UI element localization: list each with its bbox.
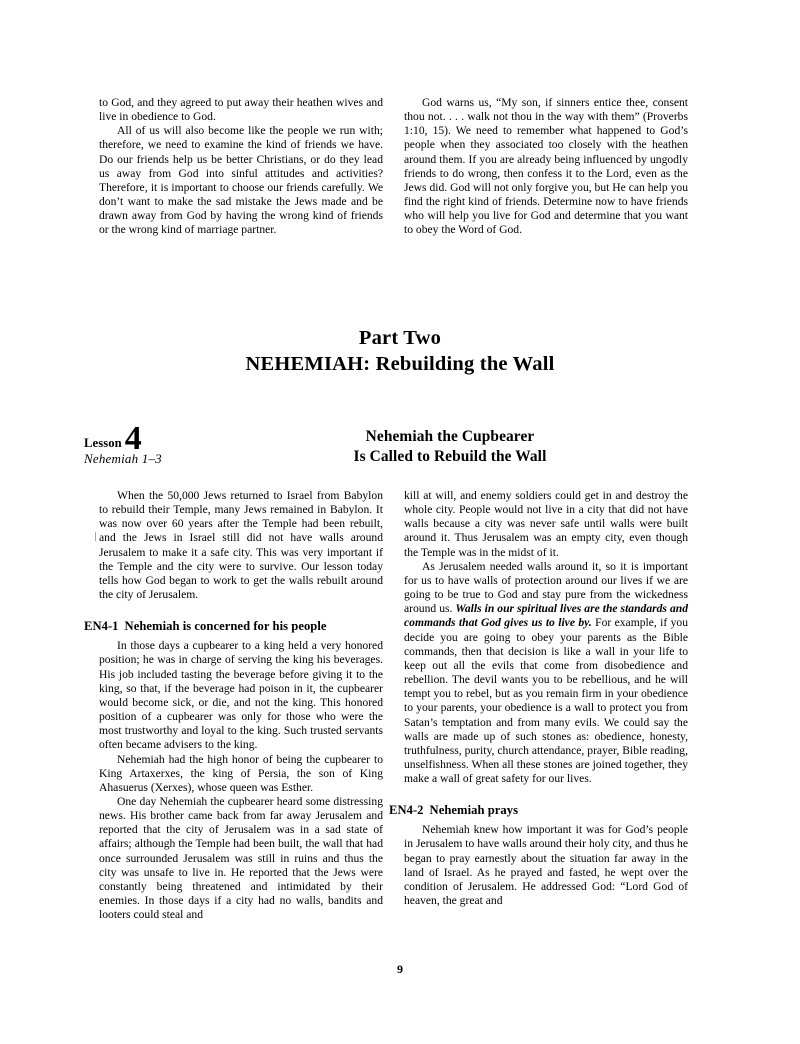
paragraph: When the 50,000 Jews returned to Israel from Babylon to rebuild their Temple, many Jews remained in Babylon. It was now over 60 years after the Temple had been rebuilt, and the Jews in Israel still did not have walls around Jerusalem to make it a safe city. This was very important if the Temple and the city were to survive. Our lesson today tells how God began to work to get the walls rebuilt around the city of Jerusalem. [99, 489, 383, 602]
paragraph-text-after: For example, if you decide you are going to obey your parents as the Bible commands, then that decision is like a wall in your life to keep out all the evils that come from disobedience and rebellion. The devil wants you to be rebellious, and he will tempt you to rebel, but as you remain firm in your obedience to your parents, your obedience is a wall to protect you from Satan’s temptation and from many evils. We could say the walls are made up of such stones as: obedience, honesty, truthfulness, purity, church attendance, prayer, Bible reading, unselfishness. When all these stones are joined together, they make a wall of great safety for our lives. [404, 616, 688, 786]
scripture-reference: Nehemiah 1–3 [84, 451, 162, 466]
top-right-column [404, 96, 688, 238]
section-tag: EN4-1 [84, 619, 119, 634]
part-title: NEHEMIAH: Rebuilding the Wall [245, 353, 555, 375]
lesson-number: 4 [124, 420, 142, 457]
lesson-right-column [389, 489, 688, 922]
lesson-number-line [84, 420, 254, 457]
lesson-marker [84, 420, 254, 467]
paragraph: One day Nehemiah the cupbearer heard some distressing news. His brother came back from far away Jerusalem and reported that the city of Jerusalem was in a sad state of affairs; although the Temple had been built, the wall that had once surrounded Jerusalem was still in ruins and thus the city was unsafe to live in. He reported that the Jews were constantly being threatened and intimidated by their enemies. In those days if a city had no walls, bandits and looters could steal and [99, 794, 383, 922]
section-title: Nehemiah prays [429, 803, 519, 818]
paragraph: to God, and they agreed to put away their heathen wives and live in obedience to God. [99, 96, 383, 124]
lesson-title [240, 427, 660, 466]
spacer [404, 786, 688, 803]
part-banner [0, 325, 800, 378]
paragraph: kill at will, and enemy soldiers could get in and destroy the whole city. People would not live in a city that did not have walls because a city was never safe until walls were built around it. Thus Jerusalem was an empty city, even though the Temple was in the midst of it. [404, 489, 688, 559]
section-heading-en4-2 [389, 803, 689, 818]
paragraph-with-emphasis [404, 560, 688, 787]
page-number: 9 [397, 962, 403, 976]
section-tag: EN4-2 [389, 803, 424, 818]
lesson-word: Lesson [84, 436, 122, 450]
emphasized-statement: Walls in our spiritual lives are the standards and commands that God gives us to live by. [404, 602, 688, 630]
part-label: Part Two [358, 327, 442, 349]
paragraph: God warns us, “My son, if sinners entice thee, consent thou not. . . . walk not thou in the way with them” (Proverbs 1:10, 15). We need to remember what happened to God’s people when they associated too closely with the heathen around them. If you are already being influenced by ungodly friends to do wrong, then confess it to the Lord, even as the Jews did. God will not only forgive you, but He can help you find the right kind of friends. Determine now to have friends who will help you live for God and determine that you want to obey the Word of God. [404, 96, 688, 237]
section-title: Nehemiah is concerned for his people [124, 619, 327, 634]
spacer [99, 602, 383, 619]
paragraph: All of us will also become like the people we run with; therefore, we need to examine the kind of friends we have. Do our friends help us be better Christians, or do they lead us away from God into sinful attitudes and activities? Therefore, it is important to choose our friends carefully. We don’t want to make the sad mistake the Jews made and be drawn away from God by having the wrong kind of friends or the wrong kind of marriage partner. [99, 124, 383, 237]
lesson-title-line-2: Is Called to Rebuild the Wall [353, 447, 547, 465]
paragraph: Nehemiah had the high honor of being the cupbearer to King Artaxerxes, the king of Persia, the son of King Ahasuerus (Xerxes), whose queen was Esther. [99, 752, 383, 794]
top-continued-section [99, 96, 703, 238]
lesson-title-line-1: Nehemiah the Cupbearer [365, 428, 535, 445]
paragraph: In those days a cupbearer to a king held a very honored position; he was in charge of serving the king his beverages. His job included tasting the beverage before giving it to the king, so that, if the beverage had poison in it, the cupbearer would become sick, or die, and not the king. This honored position of a cupbearer was only for those who were the most trustworthy and loyal to the king. Such trusted servants often became advisers to the king. [99, 639, 383, 752]
section-heading-en4-1 [84, 619, 384, 634]
paragraph-text-before: As Jerusalem needed walls around it, so it is important for us to have walls of protection around our lives if we are going to be true to God and stay pure from the wickedness around us. [404, 559, 688, 616]
top-left-column [99, 96, 383, 238]
lesson-body [84, 489, 703, 922]
scan-artifact [95, 532, 96, 541]
lesson-left-column [84, 489, 383, 922]
paragraph: Nehemiah knew how important it was for God’s people in Jerusalem to have walls around their holy city, and thus he began to pray earnestly about the situation far away in the land of Israel. As he prayed and fasted, he wept over the condition of Jerusalem. He addressed God: “Lord God of heaven, the great and [404, 823, 688, 908]
